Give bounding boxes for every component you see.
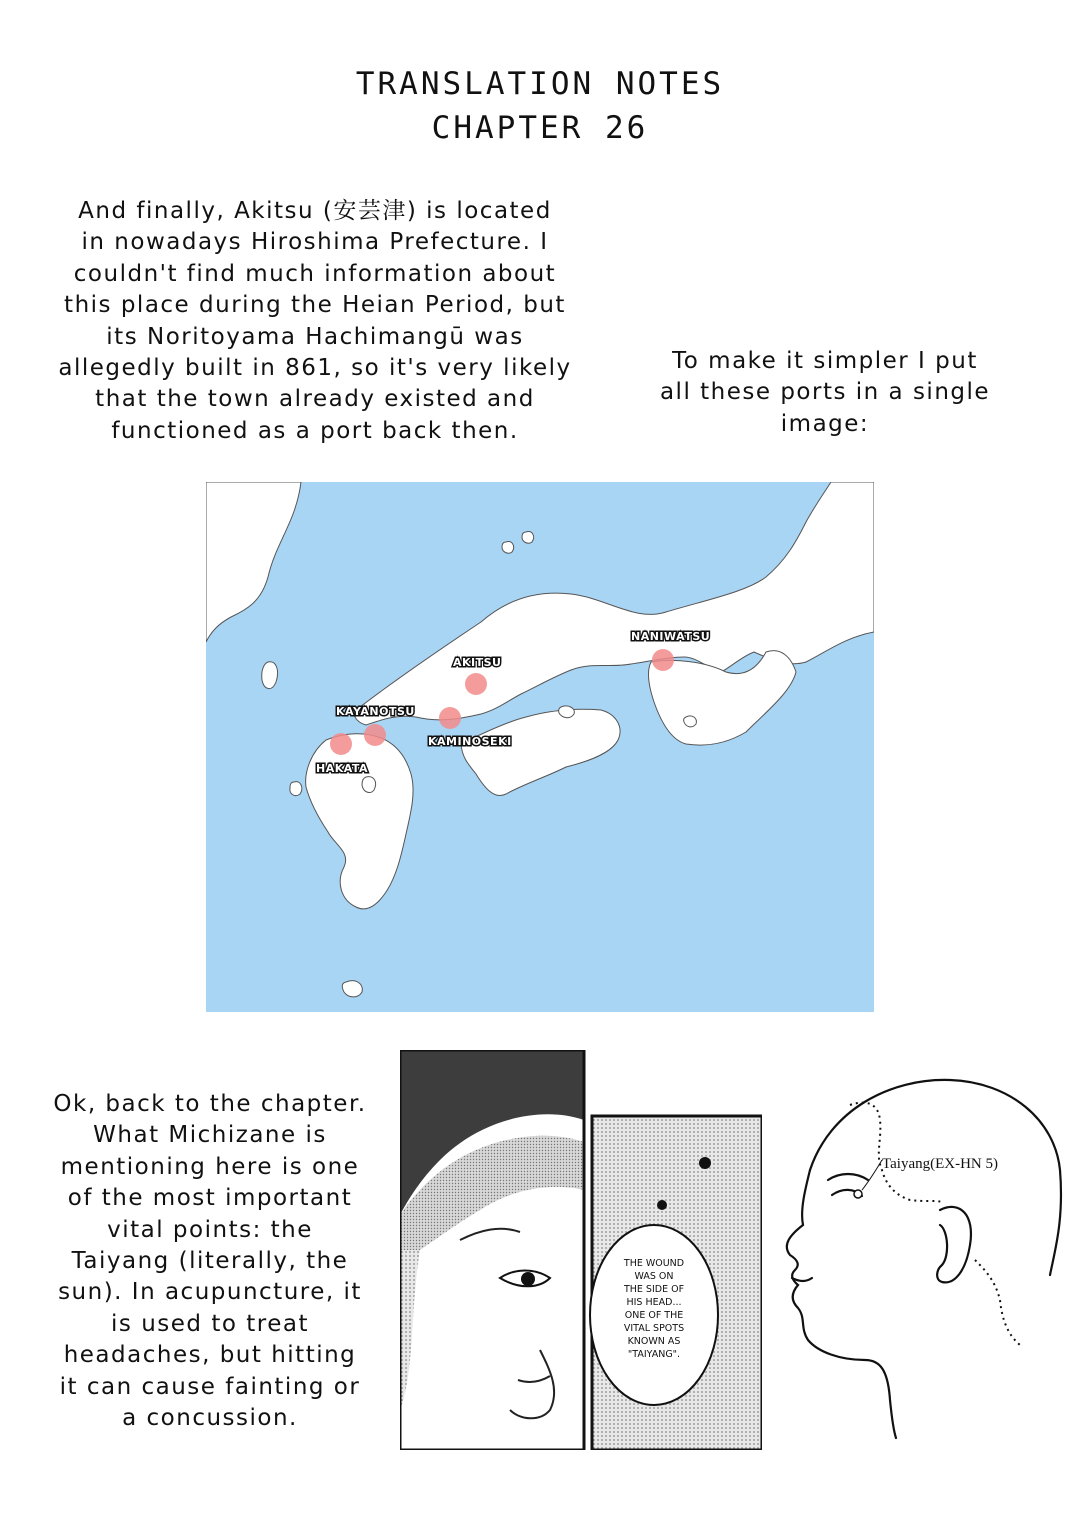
- meridian-line: [850, 1103, 1020, 1345]
- akitsu-line: functioned as a port back then.: [111, 417, 519, 444]
- bubble-line: WAS ON: [634, 1271, 674, 1282]
- map-intro-line: image:: [780, 410, 870, 437]
- chapter-line: vital points: the: [107, 1216, 313, 1243]
- title-line-1: TRANSLATION NOTES: [355, 66, 725, 102]
- bubble-line: "TAIYANG".: [627, 1349, 681, 1360]
- manga-frame-left: [400, 1050, 584, 1450]
- chapter-line: a concussion.: [122, 1405, 298, 1432]
- akitsu-line: in nowadays Hiroshima Prefecture. I: [81, 229, 549, 256]
- naniwatsu-label: NANIWATSU: [631, 630, 711, 643]
- chapter-line: of the most important: [67, 1185, 353, 1212]
- akitsu-line: couldn't find much information about: [73, 260, 557, 287]
- manga-panel: [400, 1050, 762, 1450]
- bubble-line: THE SIDE OF: [623, 1284, 685, 1295]
- chapter-line: What Michizane is: [93, 1122, 327, 1149]
- chapter-line: mentioning here is one: [60, 1153, 360, 1180]
- acupuncture-head-diagram: [770, 1060, 1070, 1440]
- chapter-line: it can cause fainting or: [59, 1373, 361, 1400]
- bubble-line: HIS HEAD...: [626, 1297, 682, 1308]
- ear: [937, 1207, 971, 1282]
- chapter-paragraph: [40, 1089, 380, 1434]
- akitsu-line: allegedly built in 861, so it's very likely: [58, 355, 572, 382]
- naniwatsu-marker: [652, 649, 674, 671]
- akitsu-line: And finally, Akitsu (安芸津) is located: [78, 198, 552, 224]
- chapter-line: headaches, but hitting: [63, 1342, 357, 1369]
- akitsu-line: its Noritoyama Hachimangū was: [106, 323, 524, 350]
- hakata-marker: [330, 733, 352, 755]
- face-profile: [787, 1170, 896, 1438]
- akitsu-line: this place during the Heian Period, but: [64, 292, 566, 319]
- chapter-line: Ok, back to the chapter.: [53, 1091, 367, 1117]
- speech-bubble: [590, 1225, 718, 1405]
- chapter-line: sun). In acupuncture, it: [58, 1279, 362, 1306]
- akitsu-line: that the town already existed and: [95, 386, 535, 413]
- bubble-line: ONE OF THE: [624, 1310, 684, 1321]
- hakata-label: HAKATA: [316, 762, 369, 775]
- kayanotsu-label: KAYANOTSU: [336, 705, 415, 718]
- bubble-line: THE WOUND: [623, 1258, 685, 1269]
- akitsu-label: AKITSU: [453, 656, 502, 669]
- bubble-line: KNOWN AS: [627, 1336, 681, 1347]
- chapter-line: is used to treat: [111, 1310, 309, 1337]
- map-intro-paragraph: [640, 346, 1010, 440]
- bubble-line: VITAL SPOTS: [623, 1323, 685, 1334]
- akitsu-paragraph: [40, 196, 590, 447]
- page-title: [0, 62, 1080, 150]
- taiyang-point: [854, 1190, 862, 1198]
- kaminoseki-label: KAMINOSEKI: [428, 735, 512, 748]
- map-intro-line: all these ports in a single: [659, 379, 991, 406]
- chapter-line: Taiyang (literally, the: [71, 1248, 349, 1275]
- kaminoseki-marker: [439, 707, 461, 729]
- head-outline: [810, 1080, 1061, 1275]
- title-line-2: CHAPTER 26: [431, 110, 649, 146]
- akitsu-marker: [465, 673, 487, 695]
- kayanotsu-marker: [364, 724, 386, 746]
- pointer-line: [862, 1160, 882, 1190]
- map-intro-line: To make it simpler I put: [672, 348, 978, 374]
- ports-map: [206, 482, 874, 1012]
- eyebrow: [828, 1174, 868, 1180]
- taiyang-label: Taiyang(EX-HN 5): [882, 1156, 998, 1172]
